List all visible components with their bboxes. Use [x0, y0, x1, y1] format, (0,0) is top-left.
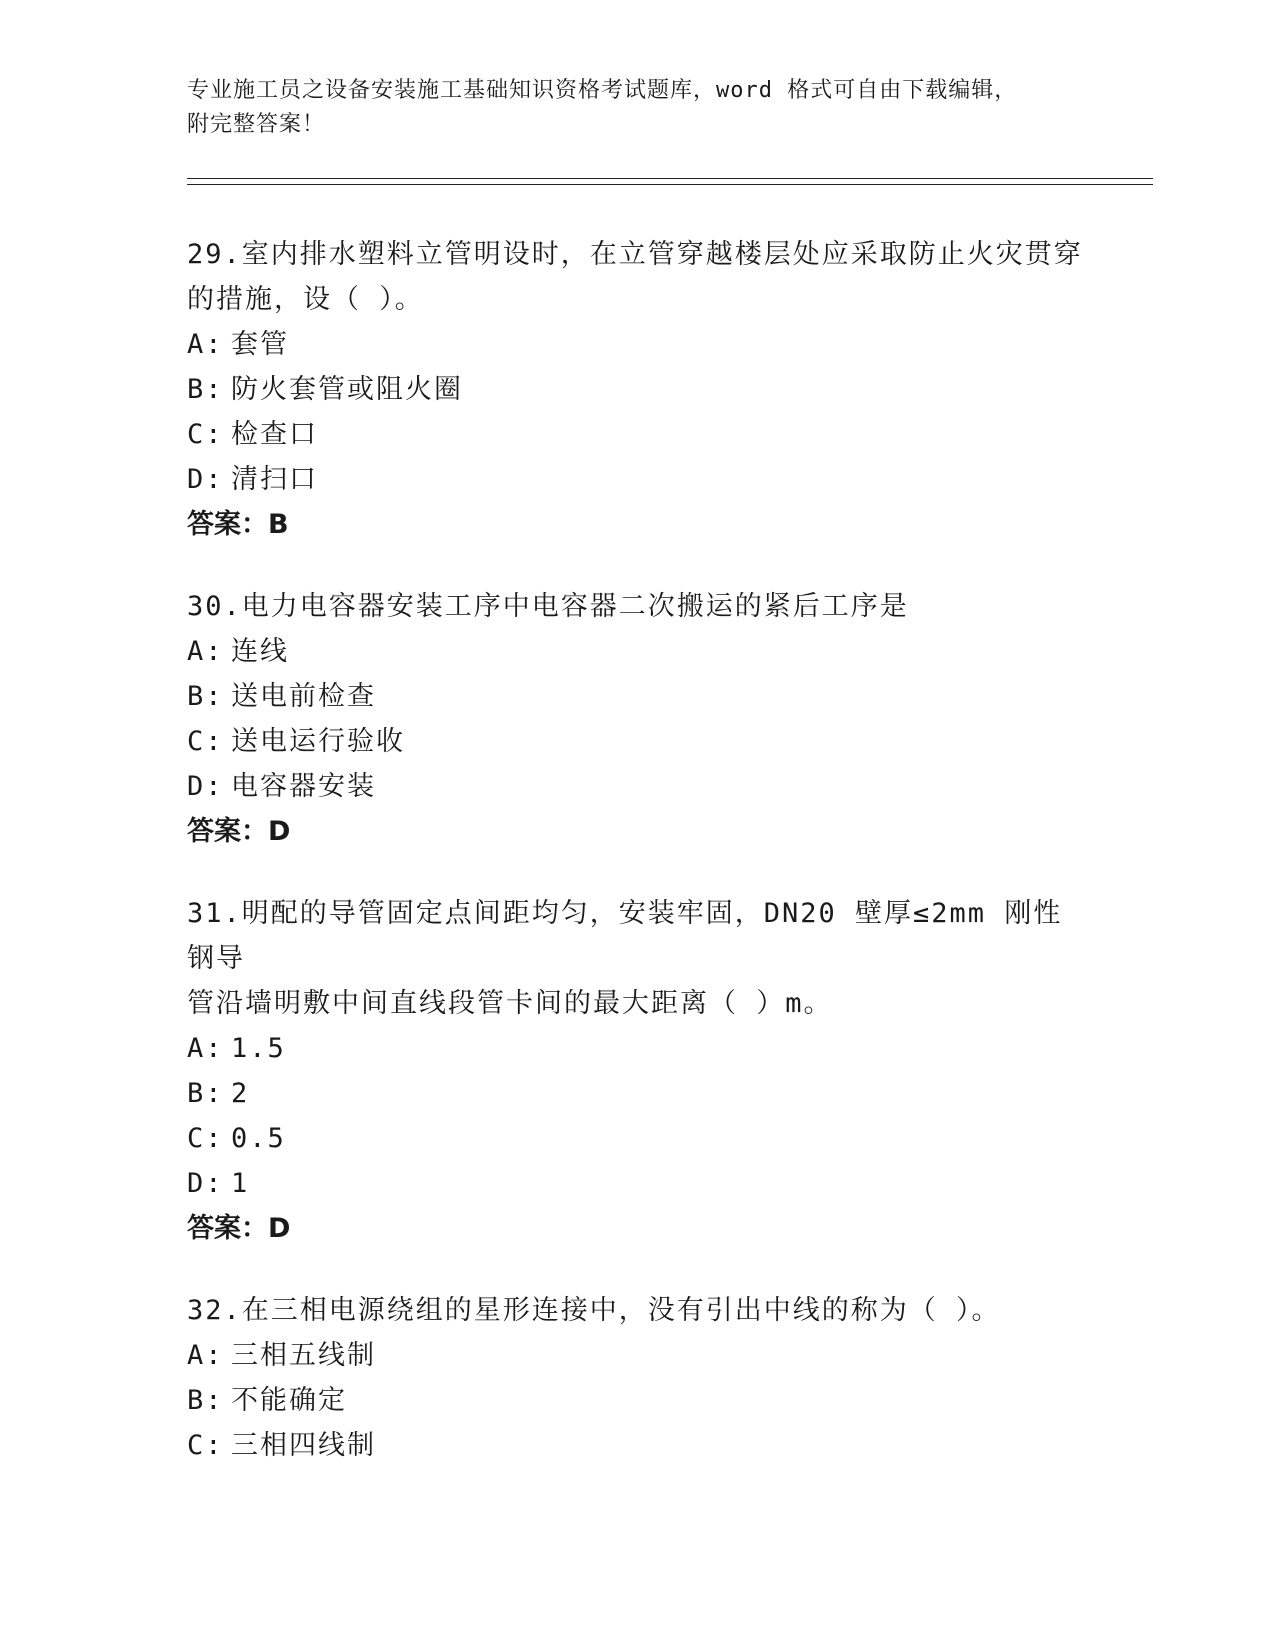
option-letter: B:	[187, 374, 224, 405]
option-d	[187, 764, 1087, 809]
option-text: 不能确定	[231, 1385, 347, 1416]
question-stem-line1: 30.电力电容器安装工序中电容器二次搬运的紧后工序是	[187, 591, 909, 622]
answer-line: 答案：D	[187, 816, 291, 847]
header-title-line2: 附完整答案！	[187, 112, 326, 137]
option-letter: C:	[187, 419, 224, 450]
option-text: 防火套管或阻火圈	[231, 374, 463, 405]
question-stem	[187, 1288, 1087, 1333]
option-text: 三相四线制	[231, 1430, 376, 1461]
document-header	[187, 74, 1067, 142]
option-c	[187, 719, 1087, 764]
option-b	[187, 1378, 1087, 1423]
option-b	[187, 1071, 1087, 1116]
question-stem-line2: 管沿墙明敷中间直线段管卡间的最大距离（ ）m。	[187, 988, 833, 1019]
question-31	[187, 891, 1087, 1252]
answer-line: 答案：B	[187, 509, 289, 540]
question-29	[187, 232, 1087, 548]
question-stem-line1: 32.在三相电源绕组的星形连接中，没有引出中线的称为（ ）。	[187, 1295, 1001, 1326]
option-text: 电容器安装	[231, 771, 376, 802]
question-32	[187, 1288, 1087, 1468]
option-letter: A:	[187, 1033, 224, 1064]
option-letter: C:	[187, 726, 224, 757]
option-c	[187, 1116, 1087, 1161]
option-c	[187, 412, 1087, 457]
option-text: 1	[231, 1168, 250, 1199]
option-letter: D:	[187, 771, 224, 802]
option-letter: A:	[187, 329, 224, 360]
option-text: 0.5	[231, 1123, 286, 1154]
option-d	[187, 457, 1087, 502]
option-text: 三相五线制	[231, 1340, 376, 1371]
option-letter: C:	[187, 1430, 224, 1461]
option-a	[187, 1333, 1087, 1378]
option-text: 1.5	[231, 1033, 286, 1064]
option-letter: A:	[187, 636, 224, 667]
option-a	[187, 1026, 1087, 1071]
option-c	[187, 1423, 1087, 1468]
question-stem	[187, 232, 1087, 322]
option-letter: B:	[187, 681, 224, 712]
option-letter: D:	[187, 1168, 224, 1199]
option-text: 2	[231, 1078, 250, 1109]
question-stem	[187, 584, 1087, 629]
answer-line: 答案：D	[187, 1213, 291, 1244]
option-text: 套管	[231, 329, 289, 360]
option-a	[187, 322, 1087, 367]
question-stem-line1: 31.明配的导管固定点间距均匀，安装牢固，DN20 壁厚≤2mm 刚性钢导	[187, 898, 1063, 974]
option-d	[187, 1161, 1087, 1206]
question-stem-line2: 的措施，设（ ）。	[187, 284, 424, 315]
option-letter: A:	[187, 1340, 224, 1371]
header-title-line1: 专业施工员之设备安装施工基础知识资格考试题库，word 格式可自由下载编辑，	[187, 78, 1018, 103]
option-letter: D:	[187, 464, 224, 495]
option-letter: B:	[187, 1385, 224, 1416]
question-30	[187, 584, 1087, 855]
header-divider	[187, 178, 1153, 185]
option-text: 送电前检查	[231, 681, 376, 712]
option-text: 检查口	[231, 419, 318, 450]
option-text: 连线	[231, 636, 289, 667]
question-stem	[187, 891, 1087, 1026]
option-b	[187, 367, 1087, 412]
option-text: 清扫口	[231, 464, 318, 495]
option-b	[187, 674, 1087, 719]
question-stem-line1: 29.室内排水塑料立管明设时，在立管穿越楼层处应采取防止火灾贯穿	[187, 239, 1083, 270]
option-a	[187, 629, 1087, 674]
option-letter: C:	[187, 1123, 224, 1154]
option-text: 送电运行验收	[231, 726, 405, 757]
option-letter: B:	[187, 1078, 224, 1109]
question-list	[187, 232, 1087, 1504]
